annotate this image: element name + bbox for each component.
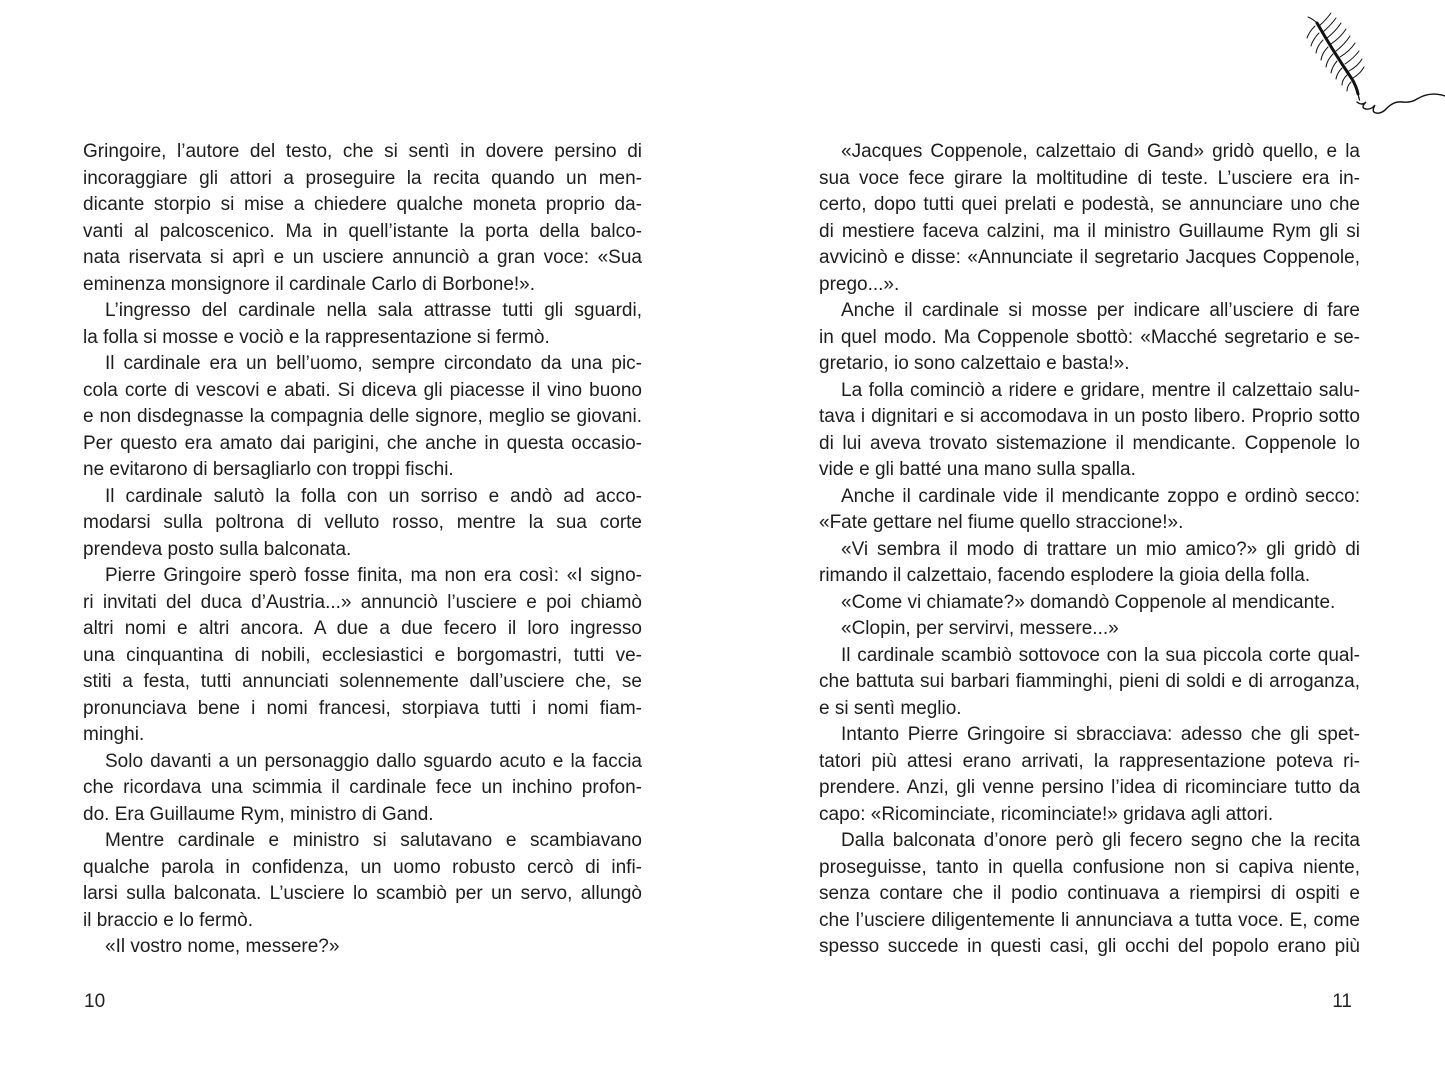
text-line: di lui aveva trovato sistemazione il mendicante. Coppenole lo <box>819 432 1360 454</box>
text-line: L’ingresso del cardinale nella sala attrasse tutti gli sguardi, <box>105 300 642 321</box>
text-line: la folla si mosse e vociò e la rappresentazione si fermò. <box>83 326 550 348</box>
text-line: Anche il cardinale si mosse per indicare all’usciere di fare <box>841 300 1360 321</box>
text-line: Gringoire, l’autore del testo, che si sentì in dovere persino di <box>83 141 642 162</box>
paragraph <box>819 722 1360 828</box>
text-line: «Il vostro nome, messere?» <box>105 936 340 957</box>
text-line: proseguisse, tanto in quella confusione non si capiva niente, <box>819 856 1360 878</box>
text-line: Intanto Pierre Gringoire si sbracciava: adesso che gli spet- <box>841 724 1360 745</box>
text-line: Anche il cardinale vide il mendicante zoppo e ordinò secco: <box>841 485 1360 507</box>
text-line: incoraggiare gli attori a proseguire la recita quando un men- <box>83 167 642 189</box>
text-line: una cinquantina di nobili, ecclesiastici e borgomastri, tutti ve- <box>83 644 642 666</box>
text-line: «Fate gettare nel fiume quello straccione!». <box>819 512 1184 533</box>
text-line: sua voce fece girare la moltitudine di teste. L’usciere era in- <box>819 167 1360 189</box>
text-line: vide e gli batté una mano sulla spalla. <box>819 459 1136 480</box>
text-line: do. Era Guillaume Rym, ministro di Gand. <box>83 803 434 825</box>
text-line: «Jacques Coppenole, calzettaio di Gand» gridò quello, e la <box>841 141 1360 162</box>
text-line: Il cardinale scambiò sottovoce con la sua piccola corte qual- <box>841 644 1360 666</box>
text-line: prendere. Anzi, gli venne persino l’idea di ricominciare tutto da <box>819 777 1360 798</box>
text-line: Il cardinale era un bell’uomo, sempre circondato da una pic- <box>105 353 642 374</box>
text-line: «Clopin, per servirvi, messere...» <box>841 618 1119 639</box>
text-line: vanti al palcoscenico. Ma in quell’istante la porta della balco- <box>83 220 642 242</box>
text-line: eminenza monsignore il cardinale Carlo di Borbone!». <box>83 273 536 295</box>
text-line: larsi sulla balconata. L’usciere lo scambiò per un servo, allungò <box>83 883 642 904</box>
text-line: il braccio e lo fermò. <box>83 909 254 931</box>
text-line: Dalla balconata d’onore però gli fecero segno che la recita <box>841 830 1360 851</box>
paragraph <box>83 484 642 564</box>
text-line: dicante storpio si mise a chiedere qualche moneta proprio da- <box>83 194 642 215</box>
text-line: stiti a festa, tutti annunciati solennemente dall’usciere che, se <box>83 671 642 692</box>
text-line: senza contare che il podio continuava a riempirsi di ospiti e <box>819 883 1360 904</box>
text-line: «Vi sembra il modo di trattare un mio amico?» gli gridò di <box>841 538 1360 560</box>
right-page-text <box>819 139 1360 961</box>
text-line: spesso succede in questi casi, gli occhi del popolo erano più <box>819 936 1360 957</box>
paragraph <box>83 351 642 484</box>
paragraph <box>819 616 1360 643</box>
paragraph <box>819 139 1360 298</box>
text-line: che l’usciere diligentemente li annunciava a tutta voce. E, come <box>819 909 1360 931</box>
text-line: rimando il calzettaio, facendo esplodere la gioia della folla. <box>819 565 1311 586</box>
paragraph <box>819 828 1360 961</box>
text-line: «Come vi chiamate?» domandò Coppenole al mendicante. <box>841 591 1336 613</box>
text-line: Mentre cardinale e ministro si salutavano e scambiavano <box>105 830 642 851</box>
text-line: pronunciava bene i nomi francesi, storpiava tutti i nomi fiam- <box>83 697 642 719</box>
left-page-number: 10 <box>84 991 106 1012</box>
text-line: Il cardinale salutò la folla con un sorriso e andò ad acco- <box>105 485 642 507</box>
text-line: Pierre Gringoire sperò fosse finita, ma non era così: «I signo- <box>105 565 642 586</box>
text-line: prego...». <box>819 273 900 295</box>
paragraph <box>83 749 642 829</box>
paragraph <box>819 590 1360 617</box>
right-page-number: 11 <box>1332 991 1352 1012</box>
paragraph <box>819 643 1360 723</box>
paragraph <box>819 537 1360 590</box>
paragraph <box>83 139 642 298</box>
text-line: nata riservata si aprì e un usciere annunciò a gran voce: «Sua <box>83 247 642 268</box>
text-line: altri nomi e altri ancora. A due a due fecero il loro ingresso <box>83 618 642 639</box>
paragraph <box>819 378 1360 484</box>
text-line: certo, dopo tutti quei prelati e podestà, se annunciare uno che <box>819 194 1360 215</box>
text-line: Per questo era amato dai parigini, che anche in questa occasio- <box>83 432 642 454</box>
quill-pen-illustration <box>1295 10 1445 122</box>
text-line: ne evitarono di bersagliarlo con troppi fischi. <box>83 459 454 480</box>
text-line: modarsi sulla poltrona di velluto rosso, mentre la sua corte <box>83 512 642 533</box>
paragraph <box>83 934 642 961</box>
paragraph <box>819 484 1360 537</box>
text-line: La folla cominciò a ridere e gridare, mentre il calzettaio salu- <box>841 379 1360 401</box>
paragraph <box>819 298 1360 378</box>
text-line: capo: «Ricominciate, ricominciate!» gridava agli attori. <box>819 803 1274 825</box>
text-line: di mestiere faceva calzini, ma il ministro Guillaume Rym gli si <box>819 220 1360 242</box>
text-line: e si sentì meglio. <box>819 697 962 719</box>
text-line: avvicinò e disse: «Annunciate il segretario Jacques Coppenole, <box>819 247 1360 268</box>
text-line: in quel modo. Ma Coppenole sbottò: «Macché segretario e se- <box>819 326 1360 348</box>
text-line: Solo davanti a un personaggio dallo sguardo acuto e la faccia <box>105 750 642 772</box>
text-line: che ricordava una scimmia il cardinale fece un inchino profon- <box>83 777 642 798</box>
paragraph <box>83 563 642 749</box>
paragraph <box>83 298 642 351</box>
text-line: prendeva posto sulla balconata. <box>83 538 352 560</box>
text-line: tatori più attesi erano arrivati, la rappresentazione poteva ri- <box>819 750 1360 772</box>
text-line: ri invitati del duca d’Austria...» annunciò l’usciere e poi chiamò <box>83 591 642 613</box>
text-line: cola corte di vescovi e abati. Si diceva gli piacesse il vino buono <box>83 379 642 401</box>
text-line: e non disdegnasse la compagnia delle signore, meglio se giovani. <box>83 406 642 427</box>
text-line: che battuta sui barbari fiamminghi, pieni di soldi e di arroganza, <box>819 671 1360 692</box>
text-line: tava i dignitari e si accomodava in un posto libero. Proprio sotto <box>819 406 1360 427</box>
paragraph <box>83 828 642 934</box>
text-line: minghi. <box>83 724 145 745</box>
text-line: gretario, io sono calzettaio e basta!». <box>819 353 1130 374</box>
left-page-text <box>83 139 642 961</box>
text-line: qualche parola in confidenza, un uomo robusto cercò di infi- <box>83 856 642 878</box>
